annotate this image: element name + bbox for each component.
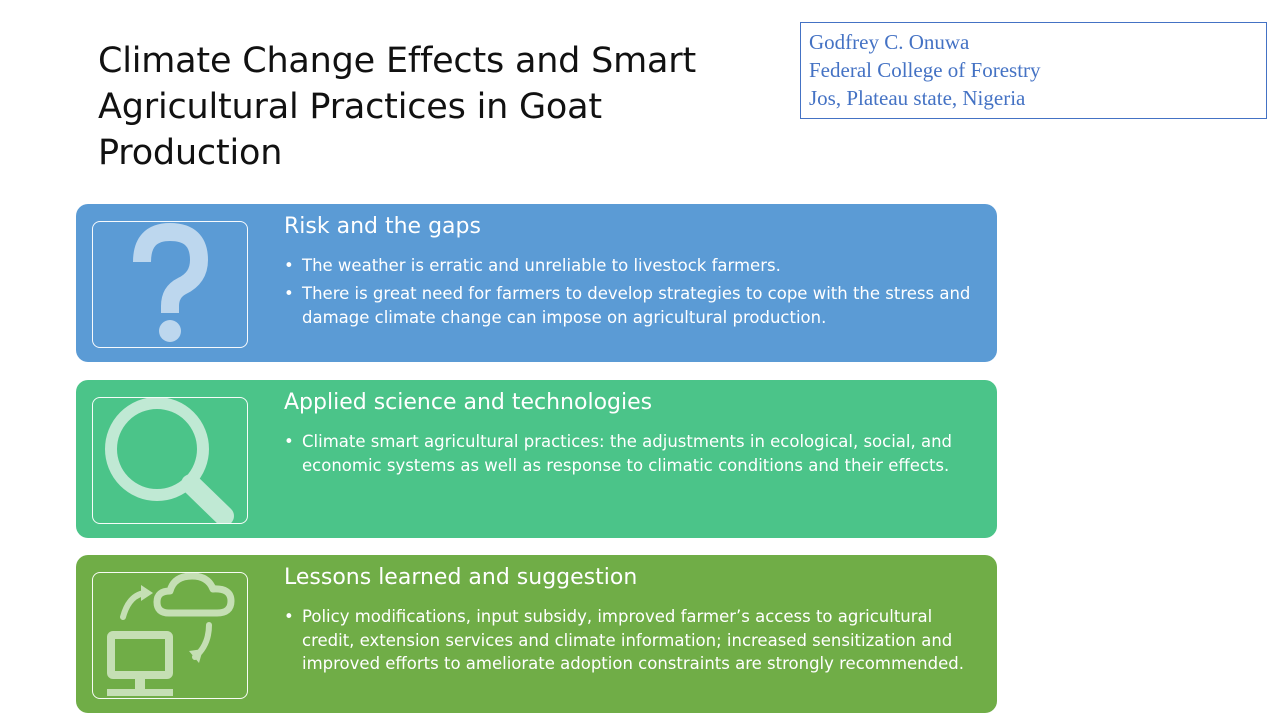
- author-name: Godfrey C. Onuwa: [809, 30, 970, 54]
- card-heading: Lessons learned and suggestion: [284, 565, 638, 590]
- card-bullets: [284, 430, 984, 482]
- card-lessons-learned: [76, 555, 997, 713]
- card-heading: Risk and the gaps: [284, 214, 481, 239]
- card-bullets: [284, 605, 984, 680]
- author-location: Jos, Plateau state, Nigeria: [809, 86, 1026, 110]
- card-heading: Applied science and technologies: [284, 390, 653, 415]
- card-risk-and-gaps: [76, 204, 997, 362]
- author-box: [800, 22, 1267, 119]
- question-mark-icon: [92, 221, 248, 348]
- magnifier-icon: [92, 397, 248, 524]
- card-bullets: [284, 254, 984, 334]
- slide-title: Climate Change Effects and Smart Agricultural Practices in Goat Production: [98, 41, 696, 173]
- bullet-item: • Policy modifications, input subsidy, improved farmer’s access to agricultural credit, extension services and climate information; increased sensitization and improved efforts to ameliorate adoption constraints are strongly recommended.: [284, 605, 984, 676]
- bullet-item: • There is great need for farmers to develop strategies to cope with the stress and damage climate change can impose on agricultural production.: [284, 282, 984, 329]
- bullet-item: • Climate smart agricultural practices: the adjustments in ecological, social, and economic systems as well as response to climatic conditions and their effects.: [284, 430, 984, 477]
- author-institution: Federal College of Forestry: [809, 58, 1041, 82]
- bullet-item: • The weather is erratic and unreliable to livestock farmers.: [284, 254, 984, 278]
- cloud-sync-icon: [92, 572, 248, 699]
- card-applied-science: [76, 380, 997, 538]
